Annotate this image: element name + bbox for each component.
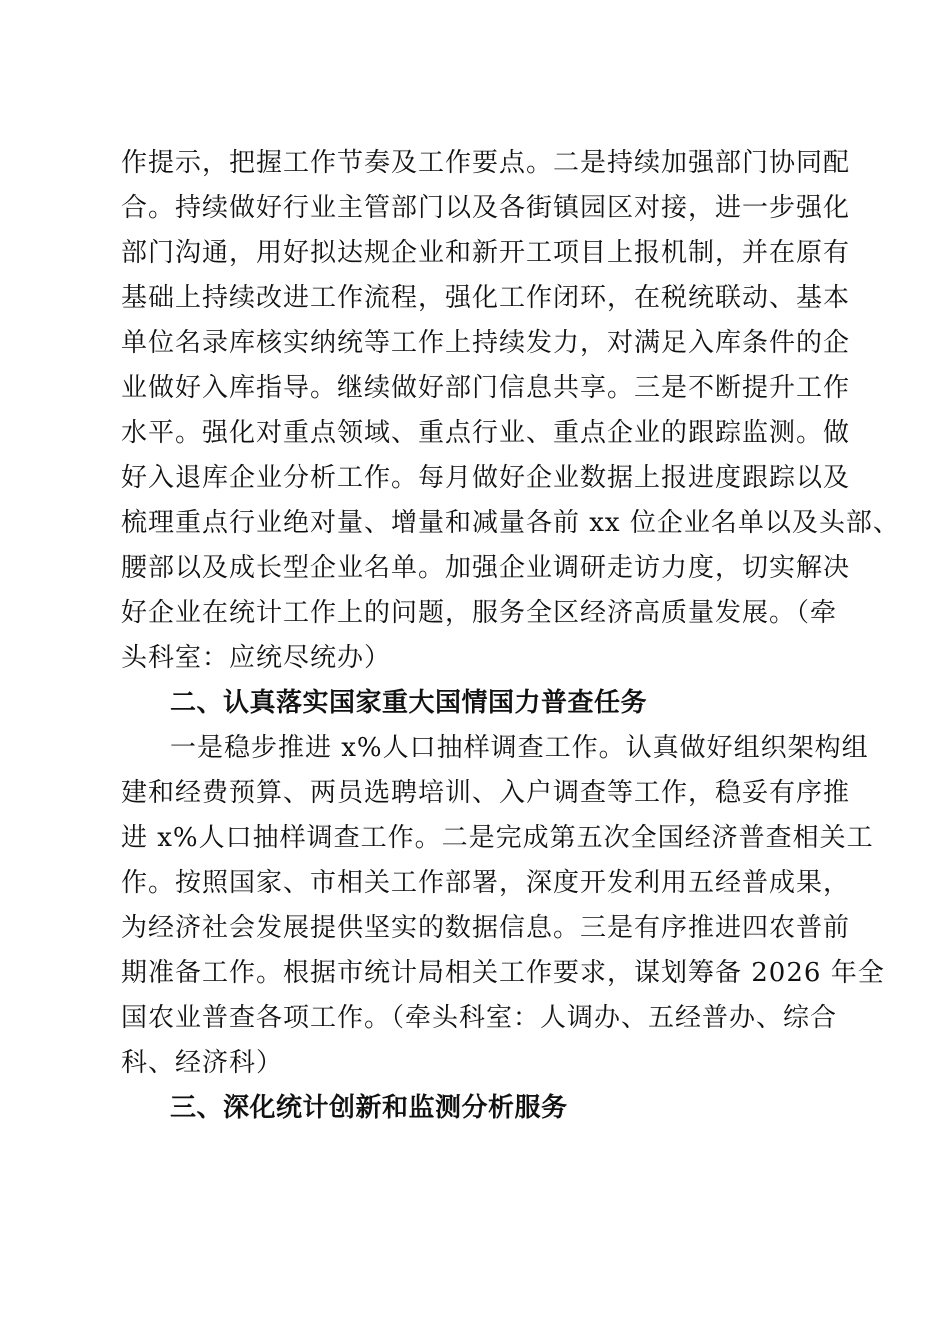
paragraph-line: 腰部以及成长型企业名单。加强企业调研走访力度，切实解决 <box>121 553 851 583</box>
paragraph-line: 作提示，把握工作节奏及工作要点。二是持续加强部门协同配 <box>121 148 851 178</box>
paragraph-line: 好入退库企业分析工作。每月做好企业数据上报进度跟踪以及 <box>121 463 851 493</box>
paragraph-line: 合。持续做好行业主管部门以及各街镇园区对接，进一步强化 <box>121 193 851 223</box>
paragraph-line: 水平。强化对重点领域、重点行业、重点企业的跟踪监测。做 <box>121 418 851 448</box>
paragraph-line: 作。按照国家、市相关工作部署，深度开发利用五经普成果， <box>121 868 851 898</box>
paragraph-line: 一是稳步推进 x%人口抽样调查工作。认真做好组织架构组 <box>170 733 869 763</box>
section-heading: 三、深化统计创新和监测分析服务 <box>170 1093 568 1123</box>
paragraph-line: 科、经济科） <box>121 1048 284 1078</box>
paragraph-line: 进 x%人口抽样调查工作。二是完成第五次全国经济普查相关工 <box>121 823 874 853</box>
paragraph-line: 基础上持续改进工作流程，强化工作闭环，在税统联动、基本 <box>121 283 851 313</box>
section-heading: 二、认真落实国家重大国情国力普查任务 <box>170 688 648 718</box>
paragraph-line: 好企业在统计工作上的问题，服务全区经济高质量发展。（牵 <box>121 598 838 628</box>
paragraph-line: 期准备工作。根据市统计局相关工作要求，谋划筹备 2026 年全 <box>121 958 885 988</box>
paragraph-line: 头科室：应统尽统办） <box>121 643 392 673</box>
paragraph-line: 国农业普查各项工作。（牵头科室：人调办、五经普办、综合 <box>121 1003 838 1033</box>
paragraph-line: 建和经费预算、两员选聘培训、入户调查等工作，稳妥有序推 <box>121 778 851 808</box>
paragraph-line: 为经济社会发展提供坚实的数据信息。三是有序推进四农普前 <box>121 913 851 943</box>
paragraph-line: 梳理重点行业绝对量、增量和减量各前 xx 位企业名单以及头部、 <box>121 508 900 538</box>
paragraph-line: 单位名录库核实纳统等工作上持续发力，对满足入库条件的企 <box>121 328 851 358</box>
paragraph-line: 业做好入库指导。继续做好部门信息共享。三是不断提升工作 <box>121 373 851 403</box>
paragraph-line: 部门沟通，用好拟达规企业和新开工项目上报机制，并在原有 <box>121 238 851 268</box>
